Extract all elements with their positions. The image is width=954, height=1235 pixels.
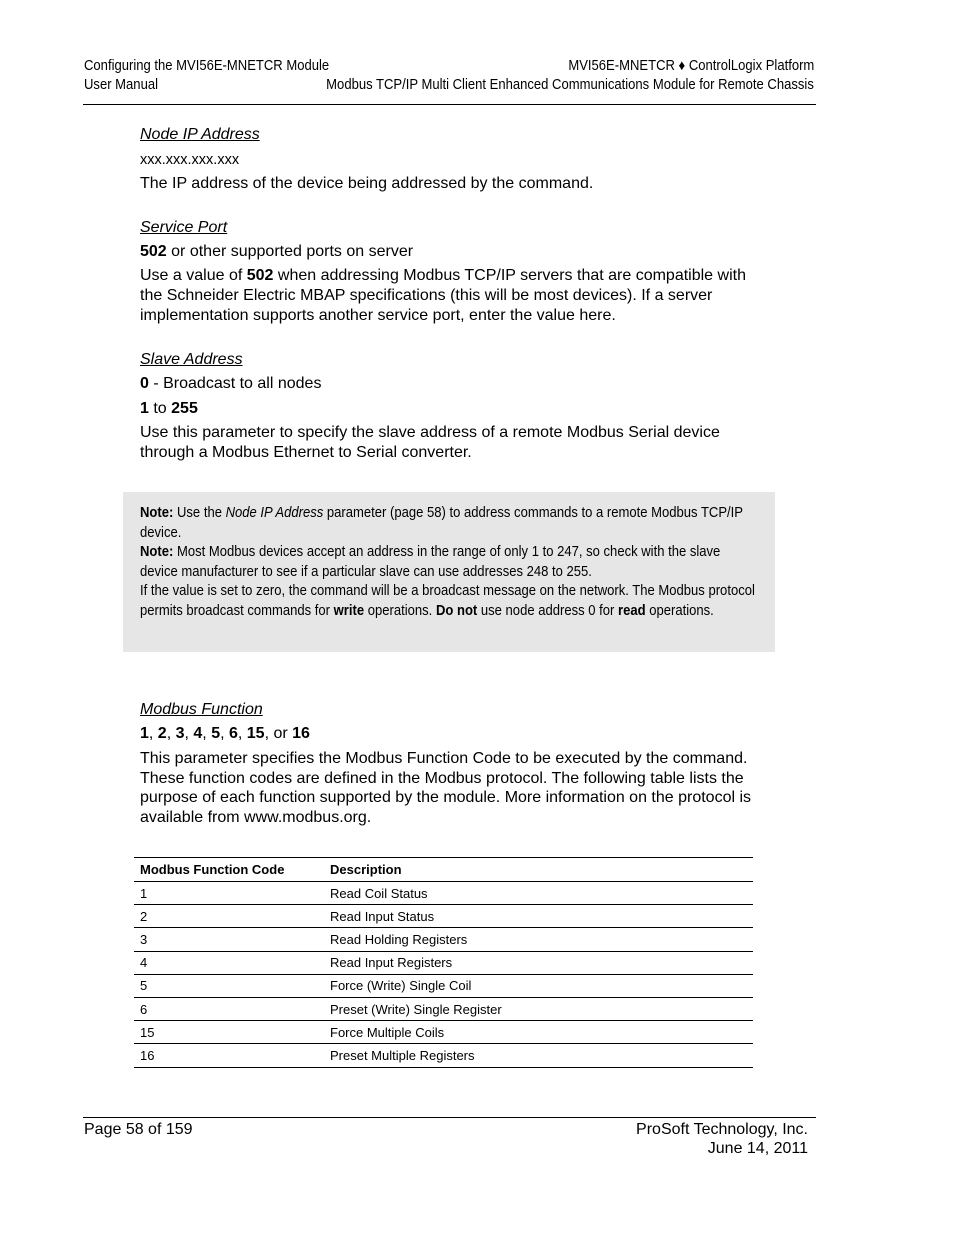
service-port-default: 502 [140,243,167,260]
note-1 [140,504,759,543]
header-module-title: Configuring the MVI56E-MNETCR Module [84,58,330,74]
table-header-row [134,858,753,882]
function-code-value: 4 [193,725,203,742]
modbus-function-heading: Modbus Function [140,701,263,718]
function-description-cell: Read Holding Registers [324,928,753,951]
footer-date: June 14, 2011 [707,1140,808,1157]
function-code-separator: , [184,725,194,742]
function-code-cell: 4 [134,951,324,974]
slave-address-description: Use this parameter to specify the slave address of a remote Modbus Serial device through a Modbus Ethernet to Serial converter. [140,424,720,461]
function-code-separator: , [237,725,247,742]
function-description-cell: Read Coil Status [324,882,753,905]
service-port-desc-post: when addressing Modbus TCP/IP servers that are compatible with the Schneider Electric MBAP specifications (this will be most devices). If a server implementation supports another service port, enter the value here. [140,267,746,324]
table-row [134,928,753,951]
modbus-function-description: This parameter specifies the Modbus Function Code to be executed by the command. These function codes are defined in the Modbus protocol. The following table lists the purpose of each function supported by the module. More information on the protocol is available from www.modbus.org. [140,750,752,826]
slave-range-end: 255 [171,400,198,417]
function-code-value: 16 [292,725,310,742]
note-3-pre: If the value is set to zero, the command will be a broadcast message on the network. The Modbus protocol permits broadcast commands for [140,583,755,619]
page-number: Page 58 of 159 [84,1121,193,1138]
note-box [123,492,775,652]
note-3-do-not: Do not [435,602,478,619]
slave-address-option-range [140,399,198,419]
note-3-mid2: use node address 0 for [477,602,619,619]
function-code-separator: , [202,725,212,742]
table-header-description: Description [324,858,753,882]
note-3 [140,582,759,621]
header-product-name: Modbus TCP/IP Multi Client Enhanced Communications Module for Remote Chassis [326,77,814,93]
slave-broadcast-value: 0 [140,375,149,392]
function-code-value: 6 [228,725,238,742]
function-code-cell: 1 [134,882,324,905]
function-description-cell: Preset (Write) Single Register [324,997,753,1020]
function-code-table [134,857,753,1068]
function-code-value: 5 [211,725,221,742]
note-3-mid: operations. [364,602,436,619]
header-doc-type: User Manual [84,77,158,93]
function-code-cell: 16 [134,1044,324,1067]
table-row [134,905,753,928]
slave-address-option-broadcast [140,374,321,394]
function-description-cell: Force Multiple Coils [324,1021,753,1044]
footer-rule [83,1117,816,1118]
function-code-value: 2 [157,725,167,742]
table-row [134,951,753,974]
function-description-cell: Force (Write) Single Coil [324,974,753,997]
slave-range-start: 1 [140,400,149,417]
function-code-separator: , [166,725,176,742]
modbus-function-codes [140,724,310,744]
note-3-post: operations. [645,602,714,619]
note-1-pre: Use the [173,505,226,521]
note-2-text: Most Modbus devices accept an address in the range of only 1 to 247, so check with the slave device manufacturer to see if a particular slave can use addresses 248 to 255. [140,544,721,580]
note-3-write: write [333,602,365,619]
slave-broadcast-text: - Broadcast to all nodes [148,375,322,392]
service-port-value [140,242,413,262]
note-1-label: Note: [140,505,174,521]
note-1-italic: Node IP Address [225,505,324,521]
function-code-cell: 3 [134,928,324,951]
header-rule [83,104,816,105]
function-description-cell: Read Input Status [324,905,753,928]
table-row [134,1021,753,1044]
node-ip-heading: Node IP Address [140,126,260,143]
note-2-label: Note: [140,544,174,560]
slave-range-sep: to [148,400,172,417]
function-description-cell: Read Input Registers [324,951,753,974]
service-port-description [140,266,770,326]
node-ip-value: xxx.xxx.xxx.xxx [140,152,240,168]
service-port-desc-bold: 502 [246,267,274,284]
function-code-cell: 15 [134,1021,324,1044]
function-code-cell: 5 [134,974,324,997]
function-code-separator: , or [264,725,293,742]
note-3-read: read [618,602,646,619]
function-code-value: 3 [175,725,185,742]
header-platform: MVI56E-MNETCR ♦ ControlLogix Platform [568,58,814,74]
table-row [134,882,753,905]
service-port-value-text: or other supported ports on server [166,243,414,260]
table-row [134,974,753,997]
function-code-value: 1 [140,725,149,742]
function-description-cell: Preset Multiple Registers [324,1044,753,1067]
function-code-value: 15 [246,725,265,742]
table-row [134,1044,753,1067]
function-code-separator: , [148,725,158,742]
function-code-separator: , [220,725,229,742]
slave-address-heading: Slave Address [140,351,243,368]
note-1-post: parameter (page 58) to address commands to a remote Modbus TCP/IP device. [140,505,743,541]
service-port-heading: Service Port [140,219,228,236]
footer-company: ProSoft Technology, Inc. [636,1121,808,1138]
function-code-cell: 2 [134,905,324,928]
node-ip-description: The IP address of the device being addressed by the command. [140,175,594,192]
note-2 [140,543,759,582]
function-code-cell: 6 [134,997,324,1020]
table-row [134,997,753,1020]
service-port-desc-pre: Use a value of [140,267,247,284]
table-header-code: Modbus Function Code [134,858,324,882]
